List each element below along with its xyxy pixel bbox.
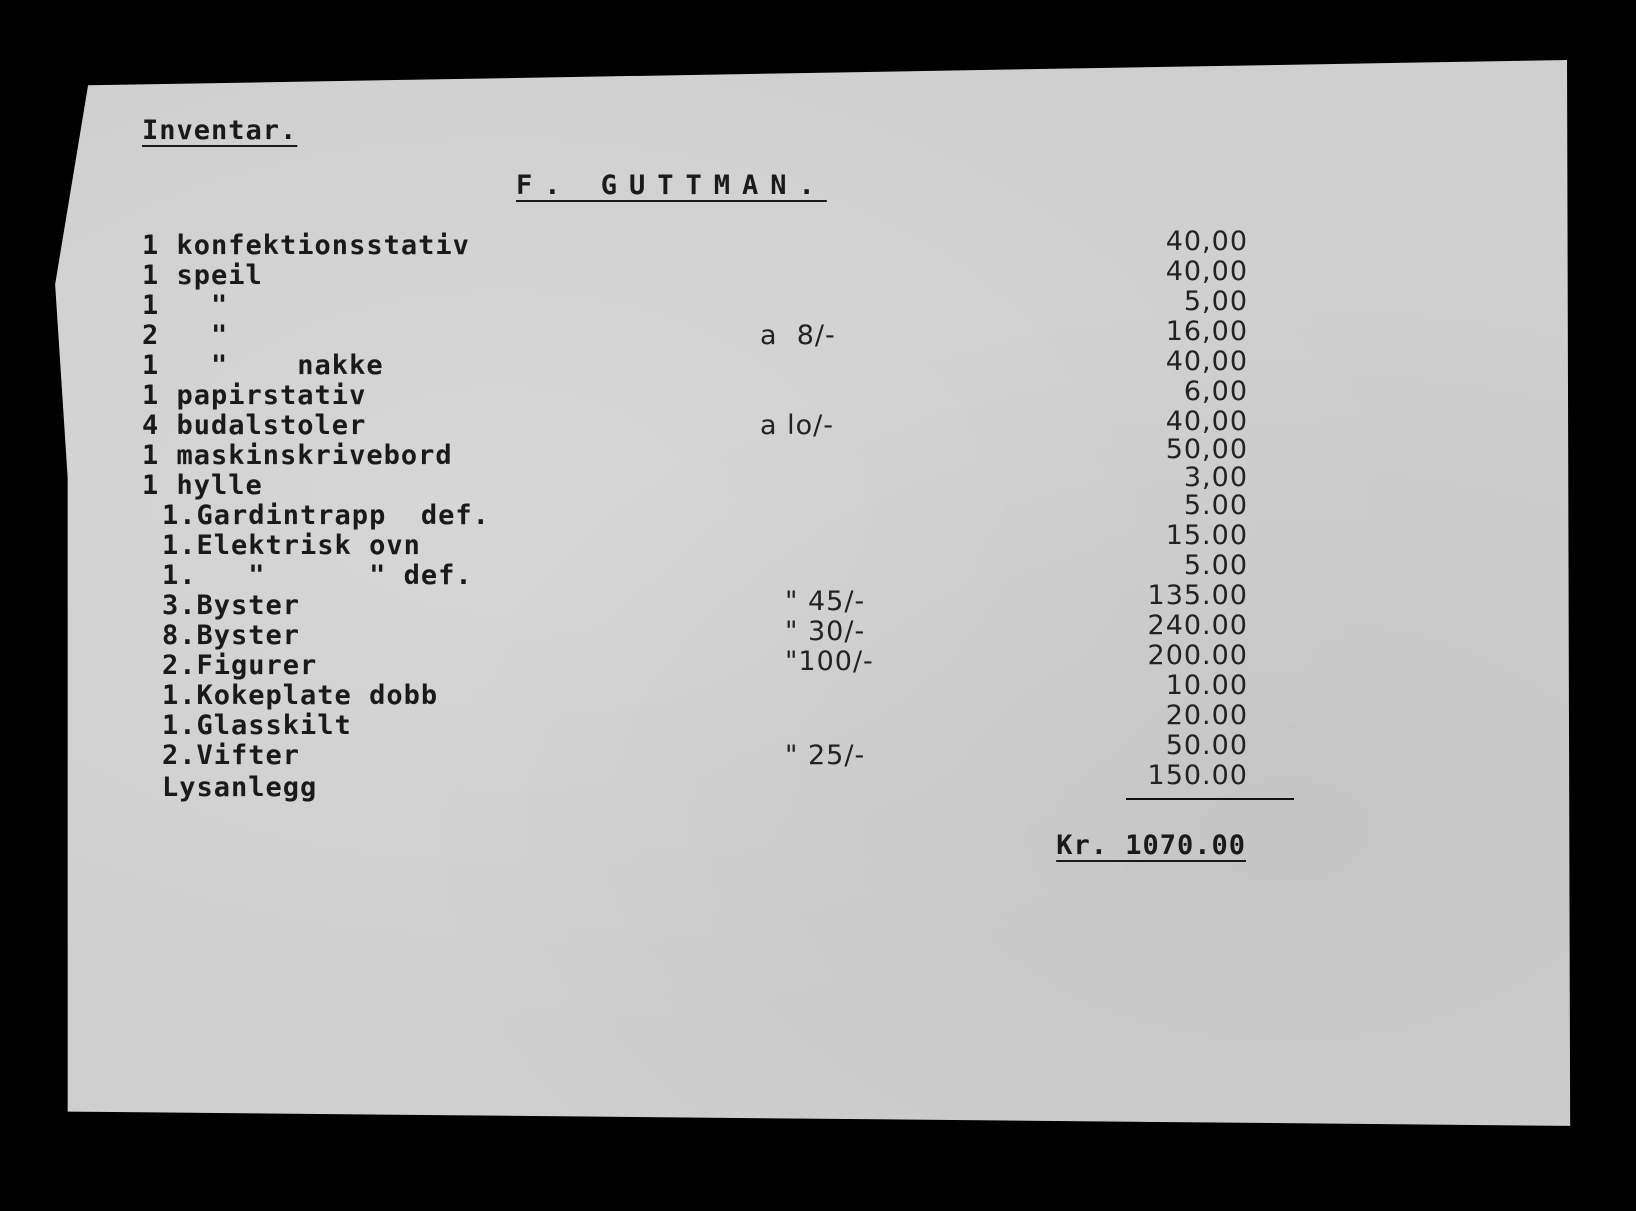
document-heading: Inventar.: [142, 115, 298, 146]
company-name: F. GUTTMAN.: [516, 170, 827, 201]
item-unit-price: a 8/-: [760, 320, 836, 351]
item-amount: 20.00: [1165, 700, 1248, 731]
item-unit-price: " 45/-: [785, 586, 866, 617]
item-unit-price: a lo/-: [760, 410, 834, 441]
item-label: 3.Byster: [162, 590, 301, 621]
item-unit-price: " 25/-: [785, 740, 866, 771]
item-unit-price: "100/-: [785, 646, 874, 677]
item-label: 1.Glasskilt: [162, 710, 352, 741]
item-amount: 5.00: [1183, 490, 1248, 521]
item-label: 1.Gardintrapp def.: [162, 500, 490, 531]
item-amount: 50,00: [1165, 434, 1248, 465]
item-amount: 40,00: [1165, 406, 1248, 437]
item-amount: 16,00: [1165, 316, 1248, 347]
item-label: 1 speil: [142, 260, 263, 291]
item-label: 8.Byster: [162, 620, 301, 651]
item-label: 2 ": [142, 320, 229, 351]
item-amount: 200.00: [1147, 640, 1248, 671]
item-unit-price: " 30/-: [785, 616, 866, 647]
item-amount: 5,00: [1183, 286, 1248, 317]
total-amount: Kr. 1070.00: [1056, 830, 1246, 861]
item-amount: 15.00: [1165, 520, 1248, 551]
item-label: 1.Elektrisk ovn: [162, 530, 421, 561]
item-label: 1 konfektionsstativ: [142, 230, 470, 261]
item-amount: 50.00: [1165, 730, 1248, 761]
item-label: 1 ": [142, 290, 229, 321]
item-amount: 10.00: [1165, 670, 1248, 701]
item-amount: 40,00: [1165, 226, 1248, 257]
item-label: 2.Figurer: [162, 650, 318, 681]
item-label: 1 papirstativ: [142, 380, 367, 411]
item-label: 2.Vifter: [162, 740, 301, 771]
item-label: 1.Kokeplate dobb: [162, 680, 439, 711]
item-label: 1 maskinskrivebord: [142, 440, 453, 471]
item-amount: 3,00: [1183, 462, 1248, 493]
item-amount: 150.00: [1147, 760, 1248, 791]
item-amount: 135.00: [1147, 580, 1248, 611]
item-amount: 40,00: [1165, 256, 1248, 287]
item-amount: 40,00: [1165, 346, 1248, 377]
item-label: 1 " nakke: [142, 350, 384, 381]
item-amount: 6,00: [1183, 376, 1248, 407]
item-amount: 5.00: [1183, 550, 1248, 581]
item-label: 1 hylle: [142, 470, 263, 501]
item-label: 1. " " def.: [162, 560, 473, 591]
item-amount: 240.00: [1147, 610, 1248, 641]
item-label: 4 budalstoler: [142, 410, 367, 441]
sum-rule: [1126, 798, 1294, 800]
item-label: Lysanlegg: [162, 772, 318, 803]
